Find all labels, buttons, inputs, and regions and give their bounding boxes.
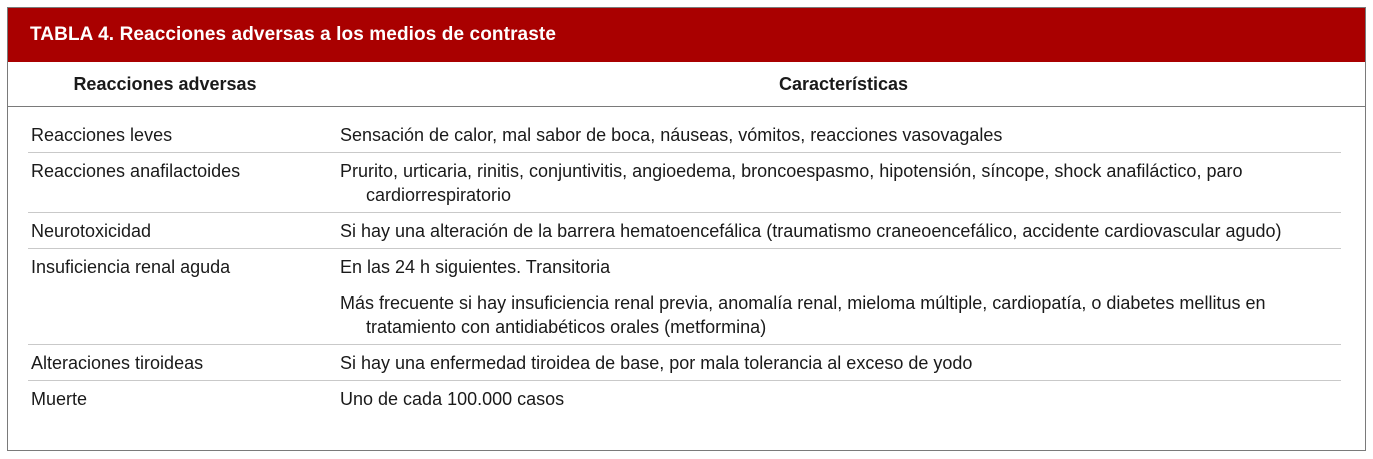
characteristic-text: Si hay una alteración de la barrera hematoencefálica (traumatismo craneoencefálico, accidente cardiovascular agudo) [340, 221, 1282, 241]
table-row [8, 249, 1365, 345]
column-header-reactions: Reacciones adversas [73, 74, 257, 94]
characteristic-text: Prurito, urticaria, rinitis, conjuntivitis, angioedema, broncoespasmo, hipotensión, síncope, shock anafiláctico, paro cardiorrespiratorio [340, 161, 1243, 205]
table-title: TABLA 4. Reacciones adversas a los medios de contraste [8, 8, 1365, 62]
table-row [8, 381, 1365, 417]
characteristics-cell [340, 381, 1341, 417]
adverse-reactions-table [7, 7, 1366, 451]
characteristic-text: En las 24 h siguientes. Transitoria [340, 257, 611, 277]
column-header-characteristics: Características [778, 74, 909, 94]
characteristic-text: Si hay una enfermedad tiroidea de base, por mala tolerancia al exceso de yodo [340, 353, 973, 373]
reaction-cell: Muerte [31, 389, 88, 409]
characteristics-cell [340, 153, 1341, 213]
characteristics-cell [340, 345, 1341, 381]
table-row [8, 345, 1365, 381]
table-body [8, 107, 1365, 417]
reaction-cell: Reacciones anafilactoides [31, 161, 241, 181]
table-row [8, 213, 1365, 249]
characteristic-text: Uno de cada 100.000 casos [340, 389, 565, 409]
reaction-cell: Neurotoxicidad [31, 221, 152, 241]
characteristics-cell [340, 213, 1341, 249]
reaction-cell: Insuficiencia renal aguda [31, 257, 231, 277]
characteristic-text: Sensación de calor, mal sabor de boca, náuseas, vómitos, reacciones vasovagales [340, 125, 1003, 145]
table-row [8, 153, 1365, 213]
characteristic-text: Más frecuente si hay insuficiencia renal previa, anomalía renal, mieloma múltiple, cardiopatía, o diabetes mellitus en tratamiento con antidiabéticos orales (metformina) [340, 293, 1266, 337]
reaction-cell: Reacciones leves [31, 125, 173, 145]
table-row [8, 117, 1365, 153]
characteristics-cell [340, 249, 1341, 345]
reaction-cell: Alteraciones tiroideas [31, 353, 204, 373]
characteristics-cell [340, 117, 1341, 153]
table-header-row [8, 62, 1365, 107]
